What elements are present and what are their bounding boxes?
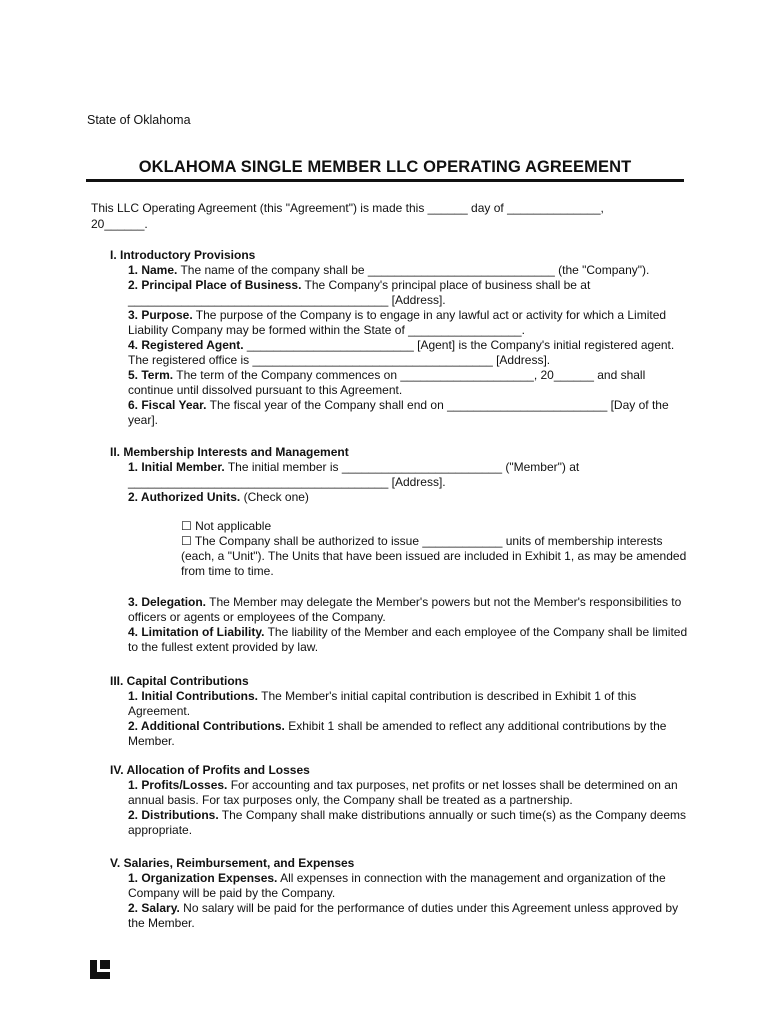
clause-fiscal-year [128,398,690,428]
clause-distributions [128,808,690,838]
clause-text: The initial member is ________________________ ("Member") at _______________________________________ [Address]. [128,460,580,489]
clause-label: 3. Delegation. [128,595,207,609]
clause-text: For accounting and tax purposes, net profits or net losses shall be determined on an annual basis. For tax purposes only, the Company shall be treated as a partnership. [128,778,678,807]
clause-text: Exhibit 1 shall be amended to reflect any additional contributions by the Member. [128,719,667,748]
intro-line-1: This LLC Operating Agreement (this "Agreement") is made this ______ day of ______________, [91,201,604,215]
clause-limitation-of-liability [128,625,690,655]
intro-line-2: 20______. [91,216,148,231]
clause-label: 1. Initial Contributions. [128,689,258,703]
clause-text: No salary will be paid for the performance of duties under this Agreement unless approved by the Member. [128,901,679,930]
clause-label: 1. Organization Expenses. [128,871,278,885]
clause-label: 4. Registered Agent. [128,338,244,352]
section-title: III. Capital Contributions [110,674,249,688]
clause-label: 2. Additional Contributions. [128,719,285,733]
clause-delegation [128,595,690,625]
clause-label: 1. Initial Member. [128,460,225,474]
clause-text: The term of the Company commences on ____________________, 20______ and shall continue until dissolved pursuant to this Agreement. [128,368,646,397]
clause-initial-contributions [128,689,690,719]
clause-label: 2. Authorized Units. [128,490,241,504]
clause-label: 2. Principal Place of Business. [128,278,302,292]
authorized-units-options [181,519,690,579]
clause-organization-expenses [128,871,690,901]
section-salaries-expenses [110,856,690,931]
intro-paragraph [91,201,651,232]
section-title: V. Salaries, Reimbursement, and Expenses [110,856,355,870]
clause-authorized-units [128,490,690,505]
clause-principal-place [128,278,690,308]
clause-name [128,263,690,278]
clause-label: 2. Salary. [128,901,180,915]
section-membership-interests [110,445,690,655]
clause-label: 6. Fiscal Year. [128,398,207,412]
section-title: IV. Allocation of Profits and Losses [110,763,310,777]
clause-label: 2. Distributions. [128,808,219,822]
clause-text: _________________________ [Agent] is the Company's initial registered agent. The registered office is ____________________________________ [Address]. [128,338,675,367]
clause-label: 1. Name. [128,263,178,277]
clause-salary [128,901,690,931]
clause-label: 5. Term. [128,368,174,382]
option-authorized-units[interactable]: ☐ The Company shall be authorized to issue ____________ units of membership interests (each, a "Unit"). The Units that have been issued are included in Exhibit 1, as may be amended from time to time. [181,534,687,578]
clause-text: The liability of the Member and each employee of the Company shall be limited to the fullest extent provided by law. [128,625,688,654]
clause-text: The Member's initial capital contribution is described in Exhibit 1 of this Agreement. [128,689,637,718]
clause-label: 3. Purpose. [128,308,193,322]
section-introductory-provisions [110,248,690,428]
clause-additional-contributions [128,719,690,749]
section-title: I. Introductory Provisions [110,248,256,262]
clause-text: The name of the company shall be ____________________________ (the "Company"). [177,263,650,277]
clause-text: The Company shall make distributions annually or such time(s) as the Company deems appropriate. [128,808,687,837]
clause-text: The purpose of the Company is to engage in any lawful act or activity for which a Limited Liability Company may be formed within the State of _________________. [128,308,667,337]
clause-text: All expenses in connection with the management and organization of the Company will be paid by the Company. [128,871,666,900]
state-line: State of Oklahoma [87,113,191,127]
clause-label: 4. Limitation of Liability. [128,625,265,639]
brand-logo-icon [90,960,110,979]
clause-text: The fiscal year of the Company shall end on ________________________ [Day of the year]. [128,398,669,427]
document-title: OKLAHOMA SINGLE MEMBER LLC OPERATING AGREEMENT [138,158,632,176]
option-not-applicable[interactable]: ☐ Not applicable [181,519,272,533]
clause-text: The Company's principal place of business shall be at _______________________________________ [Address]. [128,278,591,307]
clause-term [128,368,690,398]
clause-profits-losses [128,778,690,808]
clause-initial-member [128,460,690,490]
section-allocation-profits-losses [110,763,690,838]
clause-text: (Check one) [240,490,309,504]
clause-label: 1. Profits/Losses. [128,778,228,792]
section-capital-contributions [110,674,690,749]
clause-registered-agent [128,338,690,368]
section-title: II. Membership Interests and Management [110,445,349,459]
title-divider [86,179,684,182]
clause-text: The Member may delegate the Member's powers but not the Member's responsibilities to officers or agents or employees of the Company. [128,595,682,624]
clause-purpose [128,308,690,338]
